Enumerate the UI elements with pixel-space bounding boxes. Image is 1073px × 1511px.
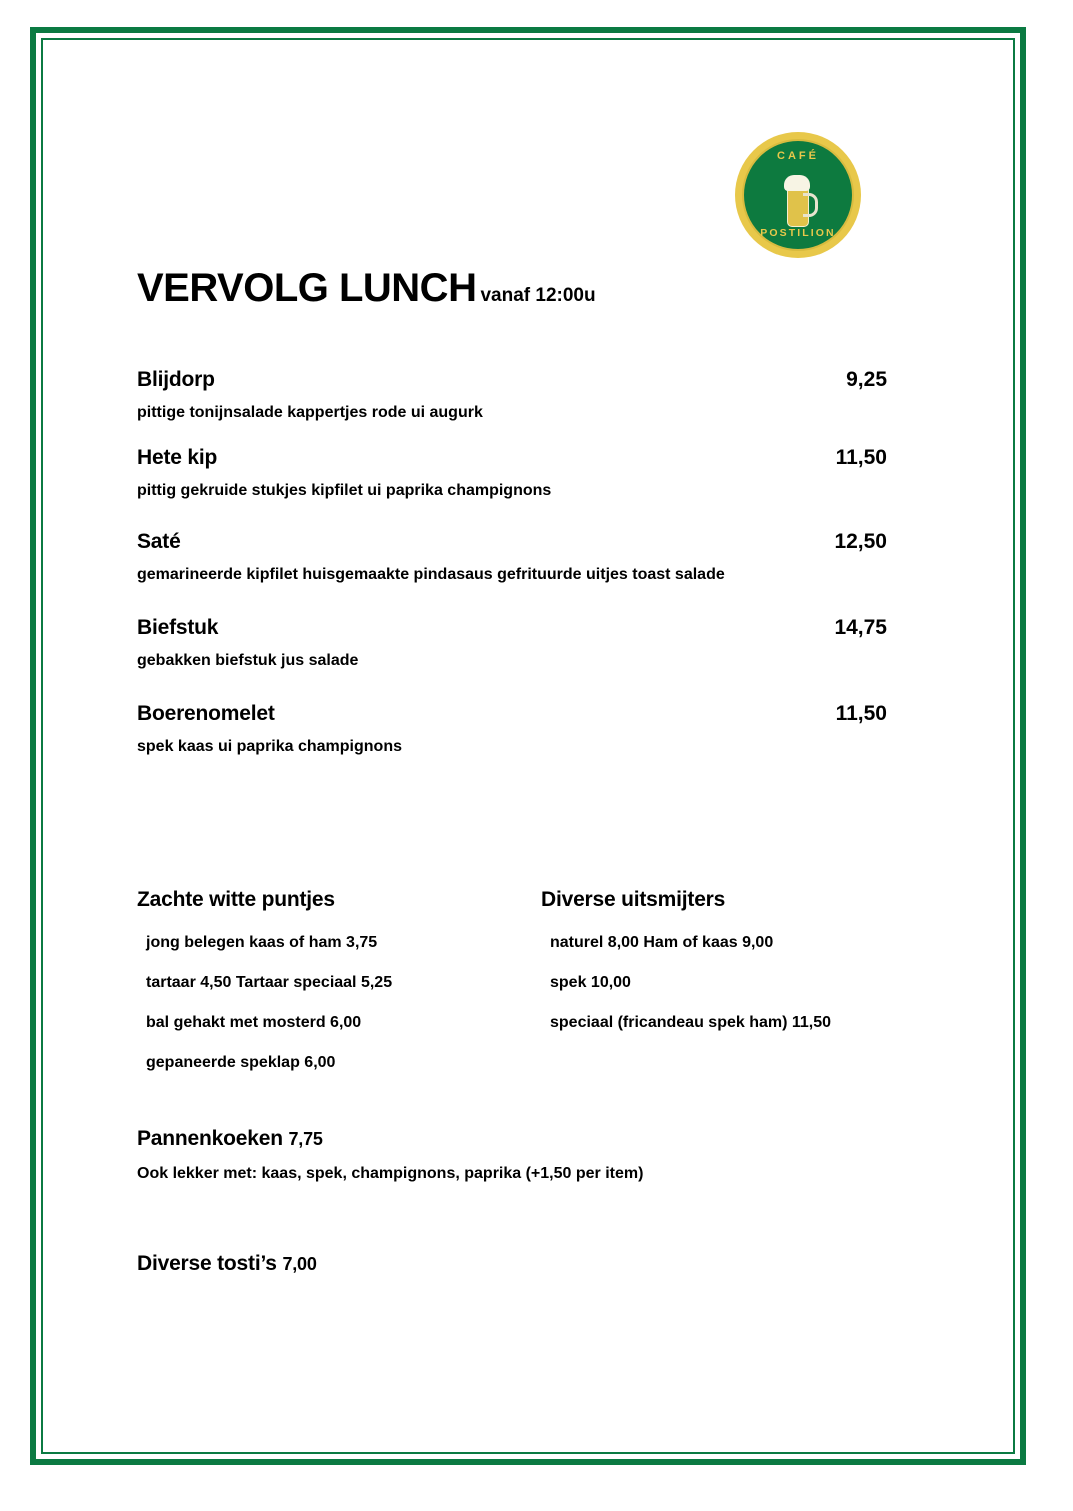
section-line: speciaal (fricandeau spek ham) 11,50 bbox=[550, 1014, 832, 1031]
menu-item-name: Biefstuk bbox=[137, 616, 219, 639]
menu-item-price: 14,75 bbox=[834, 616, 887, 639]
page-title-sub: vanaf 12:00u bbox=[480, 285, 596, 306]
menu-item bbox=[137, 446, 887, 500]
menu-item-description: gebakken biefstuk jus salade bbox=[137, 652, 359, 669]
tosti-label: Diverse tosti’s bbox=[137, 1252, 277, 1275]
beer-mug-foam bbox=[784, 175, 810, 191]
menu-item-row bbox=[137, 702, 887, 726]
tosti-price: 7,00 bbox=[282, 1254, 317, 1274]
menu-item-price: 11,50 bbox=[835, 446, 887, 469]
beer-mug-icon bbox=[783, 173, 813, 227]
menu-item-row bbox=[137, 446, 887, 470]
menu-item-name: Boerenomelet bbox=[137, 702, 275, 725]
menu-item-name: Hete kip bbox=[137, 446, 218, 469]
menu-item-description: gemarineerde kipfilet huisgemaakte pindasaus gefrituurde uitjes toast salade bbox=[137, 566, 725, 583]
menu-item bbox=[137, 616, 887, 670]
logo-inner-disc bbox=[742, 139, 854, 251]
menu-item-description: pittige tonijnsalade kappertjes rode ui augurk bbox=[137, 404, 483, 421]
section-line: bal gehakt met mosterd 6,00 bbox=[146, 1014, 362, 1031]
menu-item-name: Saté bbox=[137, 530, 181, 553]
logo-top-text: CAFÉ bbox=[777, 150, 819, 162]
section-heading bbox=[137, 1252, 317, 1276]
menu-item-price: 12,50 bbox=[834, 530, 887, 553]
page-title-main: VERVOLG LUNCH bbox=[137, 266, 477, 310]
section-heading: Diverse uitsmijters bbox=[541, 888, 726, 911]
section-zachte-witte-puntjes bbox=[137, 888, 527, 1072]
section-line: naturel 8,00 Ham of kaas 9,00 bbox=[550, 934, 774, 951]
section-line: spek 10,00 bbox=[550, 974, 631, 991]
section-tostis bbox=[137, 1252, 317, 1276]
logo-bottom-text: POSTILION bbox=[760, 228, 836, 239]
pannenkoeken-label: Pannenkoeken bbox=[137, 1127, 283, 1150]
menu-item bbox=[137, 530, 887, 584]
section-diverse-uitsmijters bbox=[541, 888, 921, 1032]
pannenkoeken-price: 7,75 bbox=[288, 1129, 323, 1149]
section-heading: Zachte witte puntjes bbox=[137, 888, 335, 911]
menu-item-price: 9,25 bbox=[846, 368, 887, 391]
menu-item-description: spek kaas ui paprika champignons bbox=[137, 738, 402, 755]
menu-item bbox=[137, 702, 887, 756]
menu-item-row bbox=[137, 530, 887, 554]
beer-mug-handle bbox=[803, 193, 818, 217]
pannenkoeken-description: Ook lekker met: kaas, spek, champignons, paprika (+1,50 per item) bbox=[137, 1165, 644, 1182]
menu-item-list bbox=[137, 368, 887, 756]
cafe-logo bbox=[735, 132, 861, 258]
section-line: gepaneerde speklap 6,00 bbox=[146, 1054, 336, 1071]
section-line: jong belegen kaas of ham 3,75 bbox=[146, 934, 378, 951]
menu-item-price: 11,50 bbox=[835, 702, 887, 725]
menu-item bbox=[137, 368, 887, 422]
menu-item-row bbox=[137, 616, 887, 640]
section-heading bbox=[137, 1127, 643, 1151]
menu-item-row bbox=[137, 368, 887, 392]
menu-item-name: Blijdorp bbox=[137, 368, 215, 391]
menu-item-description: pittig gekruide stukjes kipfilet ui paprika champignons bbox=[137, 482, 552, 499]
section-pannenkoeken bbox=[137, 1127, 643, 1183]
section-line: tartaar 4,50 Tartaar speciaal 5,25 bbox=[146, 974, 393, 991]
page-title bbox=[137, 266, 596, 311]
